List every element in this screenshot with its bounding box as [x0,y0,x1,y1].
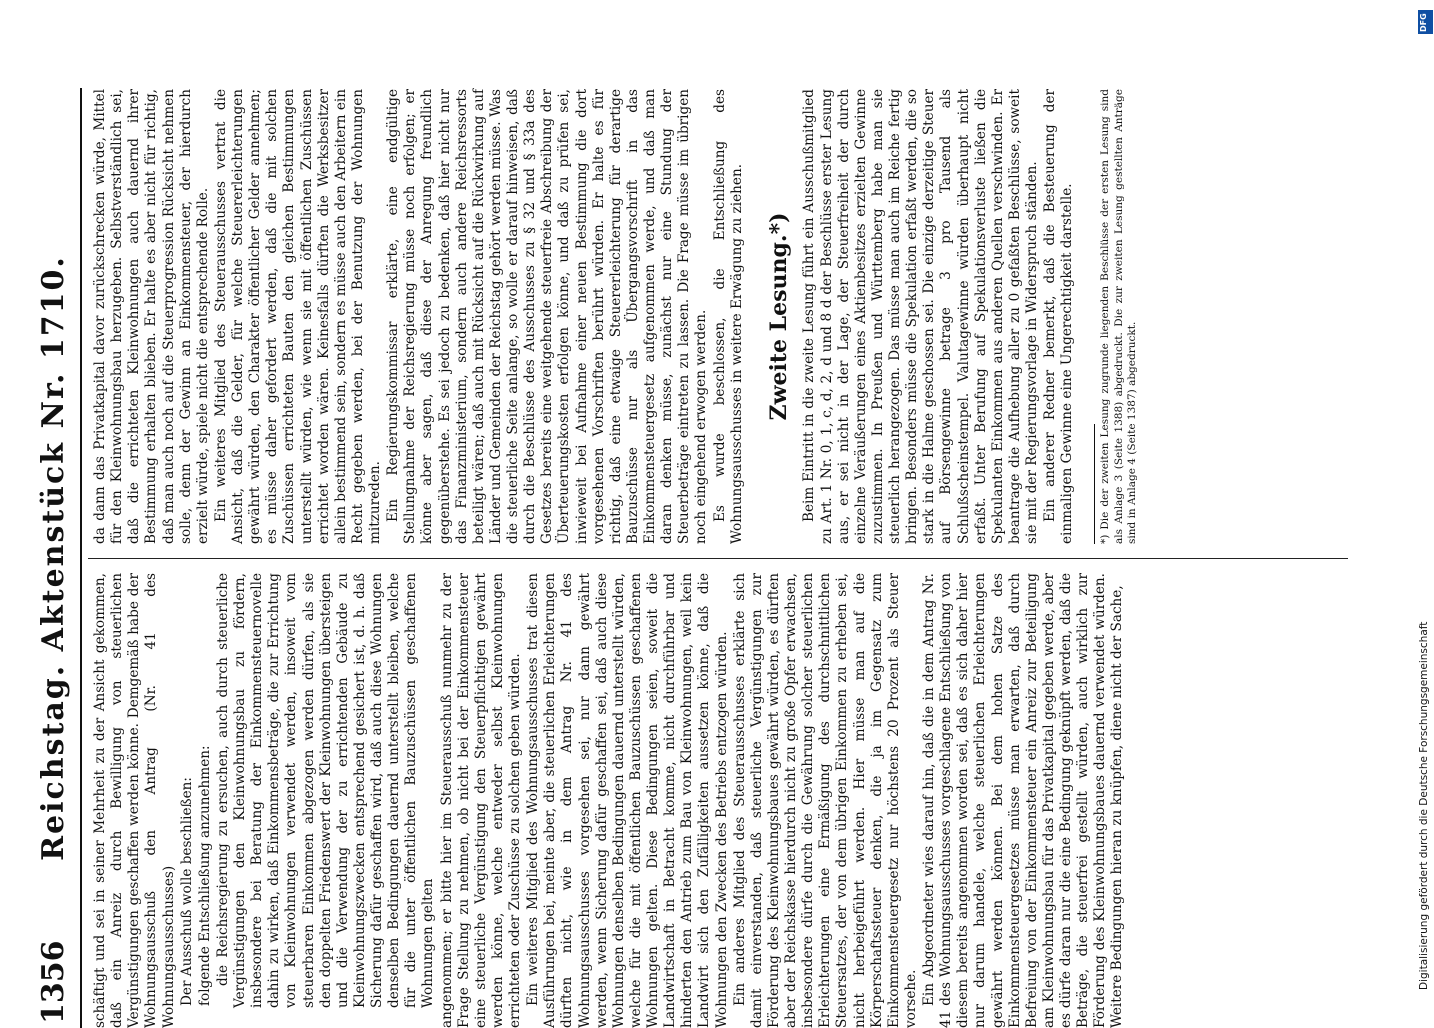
column-divider [88,558,1348,559]
right-column [92,89,1139,544]
running-head: Reichstag. Aktenstück Nr. 1710. [36,255,71,861]
digitization-credit-text: Digitalisierung gefördert durch die Deutsche Forschungsgemeinschaft [1418,621,1430,990]
left-column [92,573,1128,1028]
right-paragraph-1: da dann das Privatkapital davor zurückschrecken würde, Mittel für den Kleinwohnungsbau herzugeben. Selbstverständlich sei, daß die errichteten Kleinwohnungen auch dauernd ihrer Bestimmung erhalten blieben. Er halte es aber nicht für richtig, daß man auch noch auf die Steuerprogression Rücksicht nehmen solle, denn der Gewinn an Einkommensteuer, der hierdurch erzielt würde, spiele nicht die entsprechende Rolle. [92,89,211,544]
left-paragraph-2: Der Ausschuß wolle beschließen: [178,777,195,1006]
footnote: *) Die der zweiten Lesung zugrunde liegenden Beschlüsse der ersten Lesung sind als Anlage 3 (Seite 1388) abgedruckt. Die zur zweiten Lesung gestellten Anträge sind in Anlage 4 (Seite 1387) abgedruckt. [1099,89,1138,544]
digitization-credit [1416,10,1434,990]
right-paragraph-4: Es wurde beschlossen, die Entschließung des Wohnungsausschusses in weitere Erwägung zu ziehen. [711,89,745,544]
page-header [30,88,82,1028]
right-paragraph-5: Beim Eintritt in die zweite Lesung führt ein Ausschußmitglied zu Art. 1 Nr. 0, 1, c, d, 2, d und 8 d der Beschlüsse erster Lesung aus, er sei nicht in der Lage, der Steuerfreiheit der durch einzelne Veräußerungen eines Aktienbesitzes erzielten Gewinne zuzustimmen. In Preußen und Württemberg habe man sie steuerlich herangezogen. Das müsse man auch im Reiche fertig bringen. Besonders müsse die Spekulation erfaßt werden, die so stark in die Halme geschossen sei. Die einzige derzeitige Steuer auf Börsengewinne betrage 3 pro Tausend als Schlußscheinstempel. Valutagewinne würden überhaupt nicht erfaßt. Unter Berufung auf Spekulationsverluste ließen die Spekulanten Einkommen aus anderen Quellen verschwinden. Er beantrage die Aufhebung aller zu 0 gefaßten Beschlüsse, soweit sie mit der Regierungsvorlage in Widerspruch ständen. [801,89,1041,544]
left-paragraph-5: angenommen; er bitte hier im Steuerausschuß nunmehr zu der Frage Stellung zu nehmen, ob nicht bei der Einkommensteuer eine steuerliche Vergünstigung den Steuerpflichtigen gewährt werden könne, welche entweder selbst Kleinwohnungen errichteten oder Zuschüsse zu solchen geben würden. [438,573,523,1028]
footnote-rule [1094,424,1095,544]
left-paragraph-6: Ein weiteres Mitglied des Wohnungsausschusses trat diesen Ausführungen bei, meinte aber, die steuerlichen Erleichterungen dürften nicht, wie in dem Antrag Nr. 41 des Wohnungsausschusses vorgesehen sei, nur dann gewährt werden, wenn Sicherung dafür geschaffen sei, daß auch diese Wohnungen denselben Bedingungen dauernd unterstellt würden, welche für die mit öffentlichen Bauzuschüssen geschaffenen Wohnungen gelten. Diese Bedingungen seien, soweit die Landwirtschaft in Betracht komme, nicht durchführbar und hinderten den Antrieb zum Bau von Kleinwohnungen, weil kein Landwirt sich den Zufälligkeiten aussetzen könne, daß die Wohnungen den Zwecken des Betriebs entzogen würden. [525,573,730,1028]
section-heading: Zweite Lesung.*) [765,212,792,421]
rotated-document-page [30,28,1434,1028]
dfg-logo-text: DFG [1419,13,1428,32]
page-number: 1356 [36,940,71,1024]
document-page [30,88,1360,1028]
right-paragraph-6: Ein anderer Redner bemerkt, daß die Besteuerung der einmaligen Gewinne eine Ungerechtigkeit darstelle. [1042,89,1076,544]
right-paragraph-2: Ein weiteres Mitglied des Steuerausschusses vertrat die Ansicht, daß die Gelder, für welche Steuererleichterungen gewährt würden, den Charakter öffentlicher Gelder annehmen; es müsse daher gefordert werden, daß die mit solchen Zuschüssen errichteten Bauten den gleichen Bestimmungen unterstellt würden, wie wenn sie mit öffentlichen Zuschüssen errichtet worden wären. Keinesfalls dürften die Werksbesitzer allein bestimmend sein, sondern es müsse auch den Arbeitern ein Recht gegeben werden, bei der Benutzung der Wohnungen mitzureden. [212,89,383,544]
resolution-text: die Reichsregierung zu ersuchen, auch durch steuerliche Vergünstigungen den Kleinwohnungsbau zu fördern, insbesondere bei Beratung der Einkommensteuernovelle dahin zu wirken, daß Einkommensbeträge, die zur Errichtung von Kleinwohnungen verwendet werden, insoweit vom steuerbaren Einkommen abgezogen werden dürfen, als sie den doppelten Friedenswert der Kleinwohnungen übersteigen und die Verwendung der zu errichtenden Gebäude zu Kleinwohnungszwecken entsprechend gesichert ist, d. h. daß Sicherung dafür geschaffen wird, daß auch diese Wohnungen denselben Bedingungen dauernd unterstellt bleiben, welche für die unter öffentlichen Bauzuschüssen geschaffenen Wohnungen gelten [214,573,437,1008]
right-paragraph-3: Ein Regierungskommissar erklärte, eine endgültige Stellungnahme der Reichsregierung müsse noch erfolgen; er könne aber sagen, daß diese der Anregung freundlich gegenüberstehe. Es sei jedoch zu bedenken, daß hier nicht nur das Finanzministerium, sondern auch andere Reichsressorts beteiligt wären; daß auch mit Rücksicht auf die Rückwirkung auf Länder und Gemeinden der Reichstag gehört werden müsse. Was die steuerliche Seite anlange, so wolle er darauf hinweisen, daß durch die Beschlüsse des Ausschusses zu § 32 und § 33a des Gesetzes bereits eine weitgehende steuerfreie Abschreibung der Überteuerungskosten erfolgen könne, und daß zu prüfen sei, inwieweit bei Aufnahme einer neuen Bestimmung die dort vorgesehenen Vorschriften berührt würden. Er halte es für richtig, daß eine etwaige Steuererleichterung für derartige Bauzuschüsse nur als Übergangsvorschrift in das Einkommensteuergesetz aufgenommen werde, und daß man daran denken müsse, zunächst nur eine Stundung der Steuerbeträge eintreten zu lassen. Die Frage müsse im übrigen noch eingehend erwogen werden. [385,89,710,544]
left-paragraph-3: folgende Entschließung anzunehmen: [196,745,213,1006]
left-paragraph-7: Ein anderes Mitglied des Steuerausschusses erklärte sich damit einverstanden, daß steuerliche Vergünstigungen zur Förderung des Kleinwohnungsbaues gewährt würden, es dürften aber der Reichskasse hierdurch nicht zu große Opfer erwachsen, insbesondere dürfe durch die Gewährung solcher steuerlichen Erleichterungen eine Ermäßigung des durchschnittlichen Steuersatzes, der von dem übrigen Einkommen zu erheben sei, nicht herbeigeführt werden. Hier müsse man auf die Körperschaftssteuer denken, die ja im Gegensatz zum Einkommensteuergesetz nur höchstens 20 Prozent als Steuer vorsehe. [731,573,919,1028]
left-paragraph-1: schäftigt und sei in seiner Mehrheit zu der Ansicht gekommen, daß ein Anreiz durch Bewilligung von steuerlichen Vergünstigungen geschaffen werden könne. Demgemäß habe der Wohnungsausschuß den Antrag (Nr. 41 des Wohnungsausschusses) [92,573,177,1028]
left-paragraph-8: Ein Abgeordneter wies darauf hin, daß die in dem Antrag Nr. 41 des Wohnungsausschusses vorgeschlagene Entschließung von diesem bereits angenommen worden sei, daß es sich daher hier nur darum handele, welche steuerlichen Erleichterungen gewährt werden können. Bei dem hohen Satze des Einkommensteuergesetzes müsse man erwarten, daß durch Befreiung von der Einkommensteuer ein Anreiz zur Beteiligung am Kleinwohnungsbau für das Privatkapital gegeben werde, aber es dürfe daran nur die eine Bedingung geknüpft werden, daß die Beträge, die steuerfrei gestellt würden, auch wirklich zur Förderung des Kleinwohnungsbaues dauernd verwendet würden. Weitere Bedingungen hieran zu knüpfen, diene nicht der Sache, [921,573,1126,1028]
